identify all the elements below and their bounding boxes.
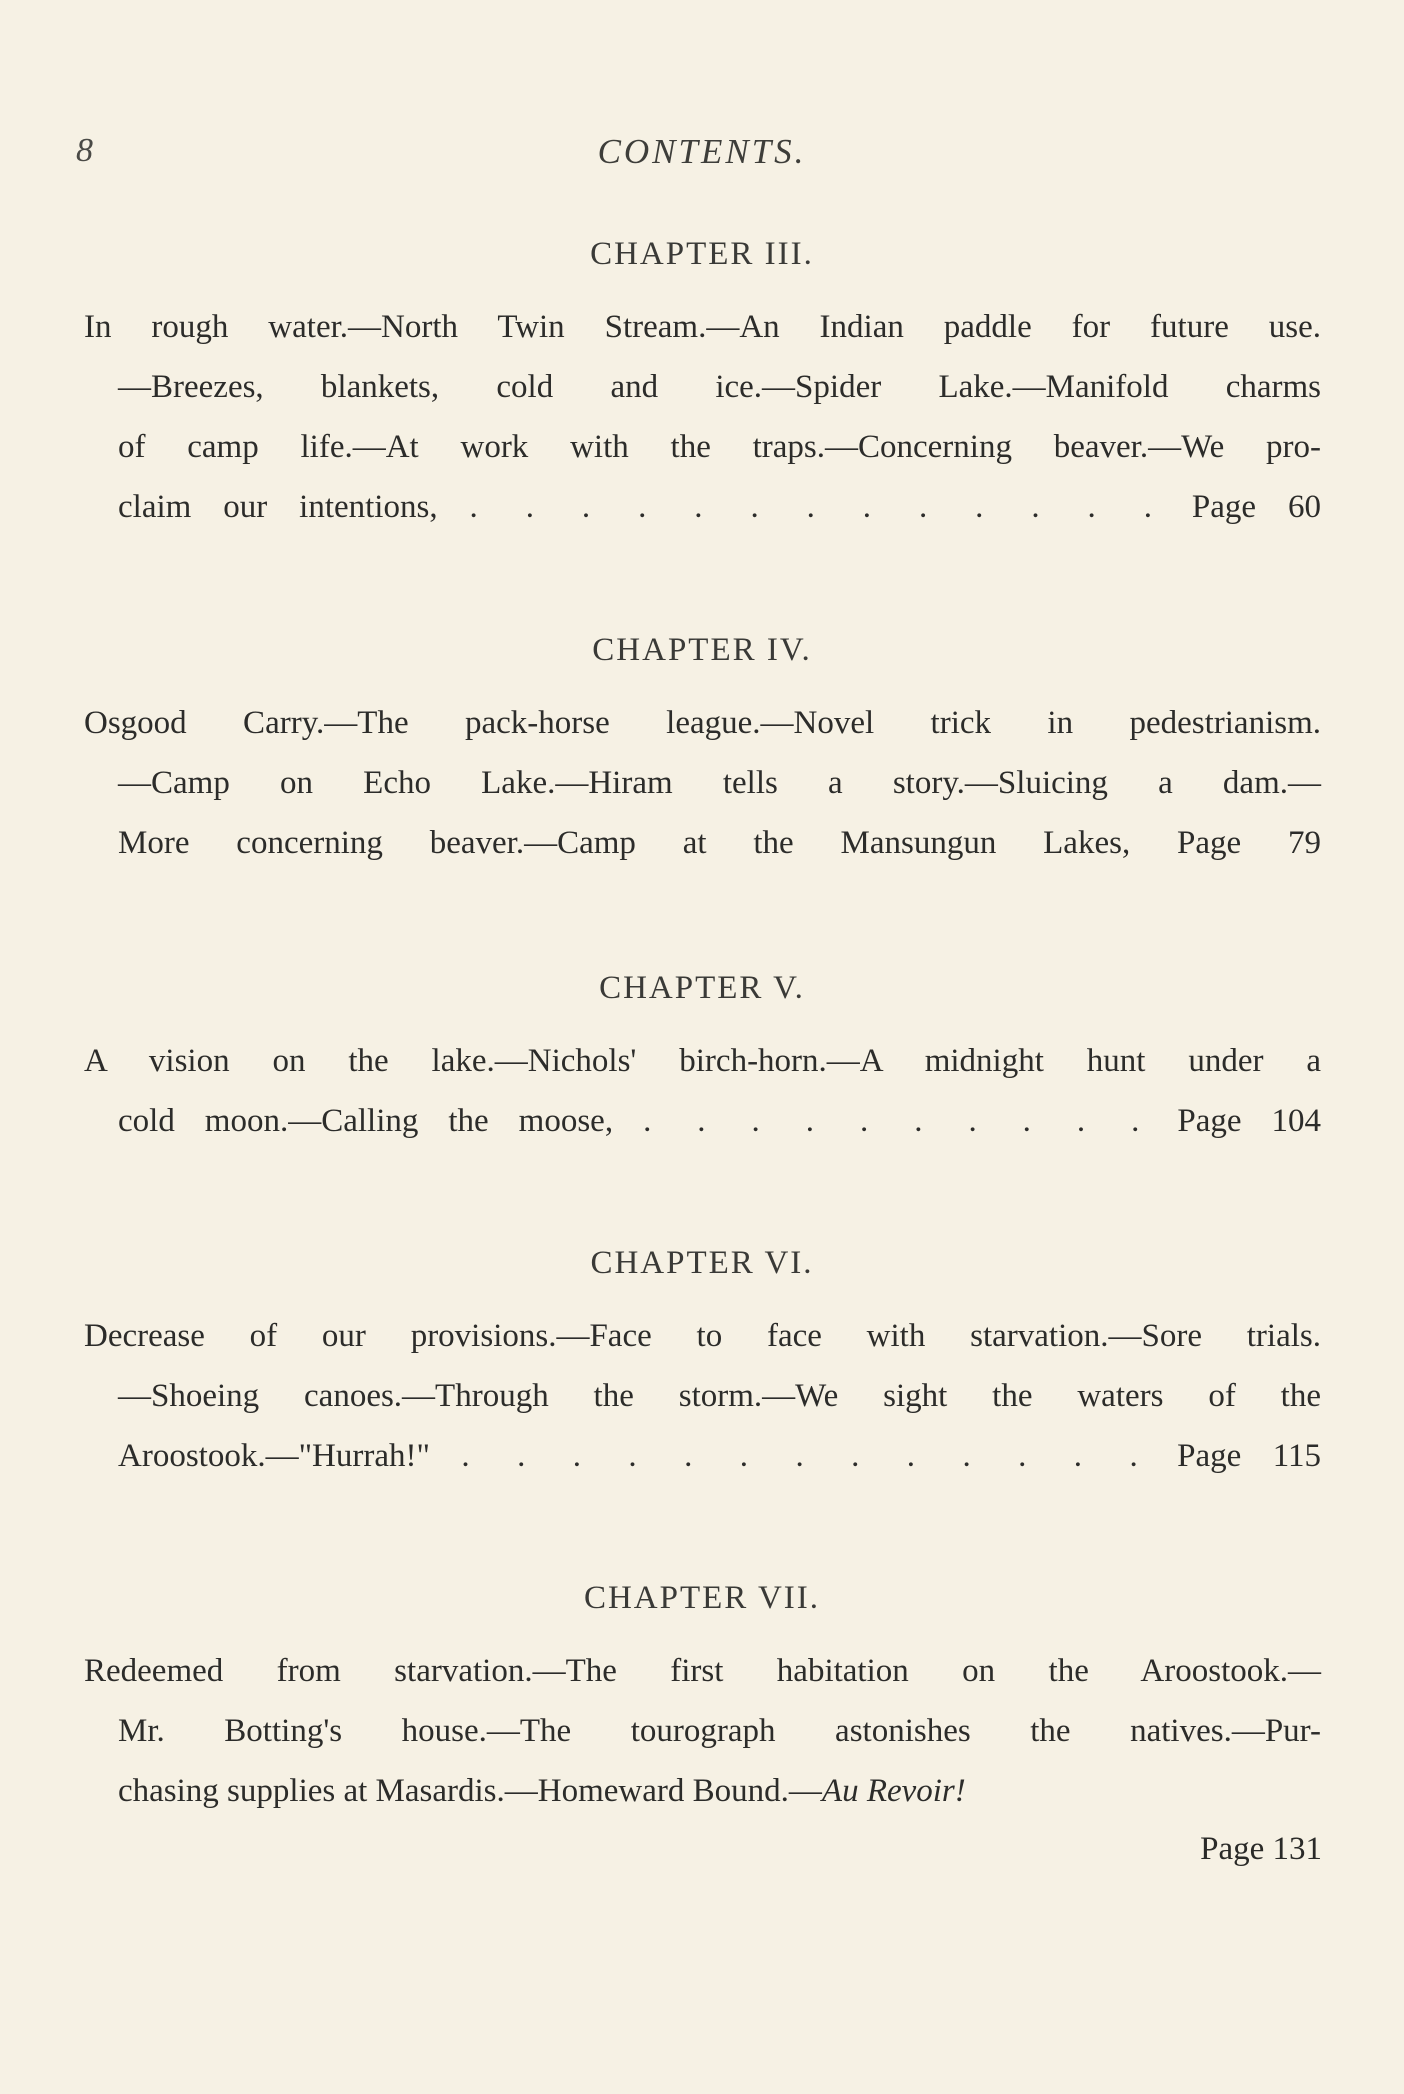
summary-line-text: Aroostook.—"Hurrah!" — [118, 1438, 430, 1474]
summary-last-line — [118, 1091, 1321, 1151]
chapter-heading: CHAPTER VI. — [590, 1245, 814, 1281]
page-number: 8 — [76, 132, 93, 169]
summary-line: of camp life.—At work with the traps.—Concerning beaver.—We pro- — [118, 429, 1321, 465]
summary-last-line — [118, 1761, 1321, 1821]
summary-line: —Shoeing canoes.—Through the storm.—We sight the waters of the — [118, 1378, 1321, 1414]
summary-line-text: chasing supplies at Masardis.—Homeward Bound.— — [118, 1773, 822, 1809]
page-reference: Page 60 — [1191, 489, 1322, 525]
chapter-summary — [84, 1641, 1321, 1821]
summary-line-text: claim our intentions, — [118, 489, 438, 525]
chapter-section — [0, 236, 1404, 537]
running-head — [0, 132, 1404, 182]
summary-line: A vision on the lake.—Nichols' birch-horn.—A midnight hunt under a — [84, 1043, 1321, 1079]
summary-last-line — [118, 477, 1321, 537]
chapter-summary — [84, 1306, 1321, 1486]
chapter-summary — [84, 1031, 1321, 1151]
chapter-summary — [84, 693, 1321, 873]
chapter-heading: CHAPTER III. — [590, 236, 814, 272]
summary-line: Mr. Botting's house.—The tourograph astonishes the natives.—Pur- — [118, 1713, 1321, 1749]
summary-italic-text: Au Revoir! — [821, 1773, 966, 1809]
leader-dots: . . . . . . . . . . . . . — [469, 489, 1160, 525]
running-title: CONTENTS. — [597, 132, 807, 171]
page-reference: Page 131 — [1200, 1831, 1322, 1867]
chapter-section — [0, 1245, 1404, 1486]
summary-line: —Camp on Echo Lake.—Hiram tells a story.—Sluicing a dam.— — [118, 765, 1321, 801]
summary-line: In rough water.—North Twin Stream.—An Indian paddle for future use. — [84, 309, 1321, 345]
summary-last-line — [118, 1426, 1321, 1486]
chapter-summary — [84, 297, 1321, 537]
page-reference: Page 115 — [1177, 1438, 1321, 1474]
summary-last-line — [118, 813, 1321, 873]
summary-line: —Breezes, blankets, cold and ice.—Spider Lake.—Manifold charms — [118, 369, 1321, 405]
summary-line: Decrease of our provisions.—Face to face with starvation.—Sore trials. — [84, 1318, 1321, 1354]
leader-dots: . . . . . . . . . . . . . — [461, 1438, 1146, 1474]
chapter-heading: CHAPTER IV. — [592, 632, 812, 668]
page-reference: Page 104 — [1177, 1103, 1322, 1139]
summary-line: Osgood Carry.—The pack-horse league.—Novel trick in pedestrianism. — [84, 705, 1321, 741]
chapter-section — [0, 1580, 1404, 1877]
chapter-heading: CHAPTER V. — [599, 970, 805, 1006]
summary-line-text: cold moon.—Calling the moose, — [118, 1103, 614, 1139]
chapter-section — [0, 970, 1404, 1151]
chapter-heading: CHAPTER VII. — [583, 1580, 821, 1616]
page-reference: Page 79 — [1177, 825, 1321, 861]
summary-line-text: More concerning beaver.—Camp at the Mansungun Lakes, — [118, 825, 1131, 861]
summary-line: Redeemed from starvation.—The first habitation on the Aroostook.— — [84, 1653, 1321, 1689]
chapter-section — [0, 632, 1404, 873]
leader-dots: . . . . . . . . . . — [643, 1103, 1148, 1139]
